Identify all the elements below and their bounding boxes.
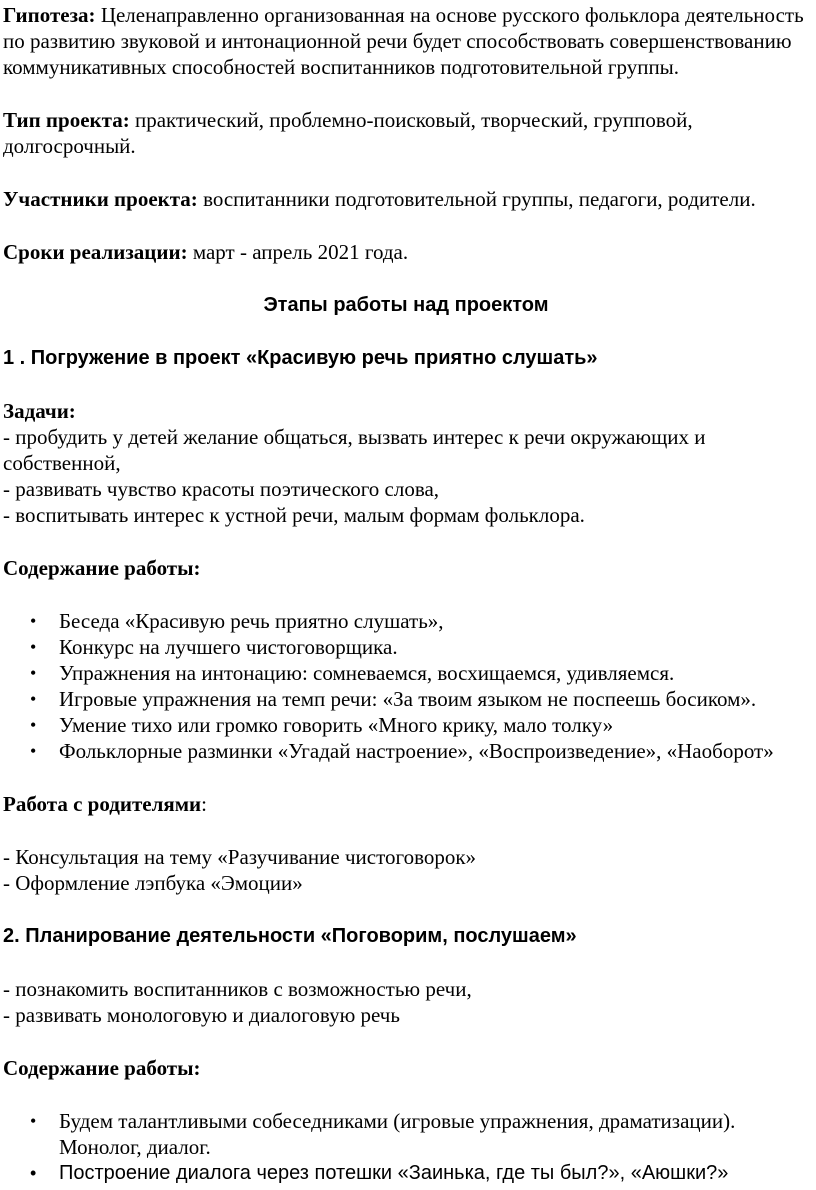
list-item: [3, 608, 809, 634]
hypothesis-paragraph: [3, 2, 809, 80]
bullet-icon: •: [30, 689, 37, 709]
bullet-icon: •: [30, 1163, 37, 1183]
hypothesis-text: Целенаправленно организованная на основе русского фольклора деятельность по развитию звуковой и интонационной речи будет способствовать совершенствованию коммуникативных способностей воспитанников подготовительной группы.: [3, 3, 804, 79]
timeline-text: март - апрель 2021 года.: [187, 240, 409, 264]
list-item-text: Фольклорные разминки «Угадай настроение», «Воспроизведение», «Наоборот»: [59, 739, 774, 763]
list-item: [3, 712, 809, 738]
bullet-icon: •: [30, 611, 37, 631]
parents-item: - Оформление лэпбука «Эмоции»: [3, 871, 303, 895]
list-item-text: Конкурс на лучшего чистоговорщика.: [59, 635, 398, 659]
project-type-label: Тип проекта:: [3, 108, 130, 132]
timeline-paragraph: [3, 239, 809, 265]
stage1-title: 1 . Погружение в проект «Красивую речь приятно слушать»: [3, 347, 598, 369]
parents-label: Работа с родителями: [3, 792, 202, 816]
list-item-text: Построение диалога через потешки «Заинька, где ты был?», «Аюшки?»: [59, 1162, 729, 1184]
bullet-icon: •: [30, 741, 37, 761]
stage2-task: - познакомить воспитанников с возможностью речи,: [3, 977, 472, 1001]
participants-paragraph: [3, 186, 809, 212]
bullet-icon: •: [30, 1111, 37, 1131]
list-item: [3, 660, 809, 686]
stage1-content-label: Содержание работы:: [3, 556, 201, 580]
stage1-tasks-label: Задачи:: [3, 399, 76, 423]
list-item-text: Умение тихо или громко говорить «Много крику, мало толку»: [59, 713, 614, 737]
list-item: [3, 1160, 809, 1186]
stages-title: Этапы работы над проектом: [263, 294, 549, 316]
list-item: [3, 686, 809, 712]
stage2-content-label: Содержание работы:: [3, 1056, 201, 1080]
stage1-task: - развивать чувство красоты поэтического слова,: [3, 477, 440, 501]
project-type-text: практический, проблемно-поисковый, творческий, групповой, долгосрочный.: [3, 108, 693, 158]
stage1-task: - воспитывать интерес к устной речи, малым формам фольклора.: [3, 503, 585, 527]
project-type-paragraph: [3, 107, 809, 159]
list-item-text: Игровые упражнения на темп речи: «За твоим языком не поспеешь босиком».: [59, 687, 757, 711]
document-page: [3, 2, 809, 1186]
list-item: [3, 1108, 809, 1160]
stage2-title: 2. Планирование деятельности «Поговорим, послушаем»: [3, 925, 577, 947]
hypothesis-label: Гипотеза:: [3, 3, 96, 27]
list-item-text: Беседа «Красивую речь приятно слушать»,: [59, 609, 444, 633]
parents-colon: :: [201, 792, 207, 816]
participants-text: воспитанники подготовительной группы, педагоги, родители.: [197, 187, 756, 211]
list-item: [3, 634, 809, 660]
participants-label: Участники проекта:: [3, 187, 198, 211]
list-item-text: Будем талантливыми собеседниками (игровые упражнения, драматизации). Монолог, диалог.: [59, 1109, 736, 1159]
stage1-task: - пробудить у детей желание общаться, вызвать интерес к речи окружающих и собственной,: [3, 425, 706, 475]
bullet-icon: •: [30, 637, 37, 657]
list-item-text: Упражнения на интонацию: сомневаемся, восхищаемся, удивляемся.: [59, 661, 675, 685]
timeline-label: Сроки реализации:: [3, 240, 188, 264]
bullet-icon: •: [30, 715, 37, 735]
bullet-icon: •: [30, 663, 37, 683]
list-item: [3, 738, 809, 764]
stage2-task: - развивать монологовую и диалоговую речь: [3, 1003, 400, 1027]
stage2-content-list: [3, 1108, 809, 1186]
parents-item: - Консультация на тему «Разучивание чистоговорок»: [3, 845, 477, 869]
stage1-content-list: [3, 608, 809, 764]
parents-label-line: [3, 791, 809, 817]
